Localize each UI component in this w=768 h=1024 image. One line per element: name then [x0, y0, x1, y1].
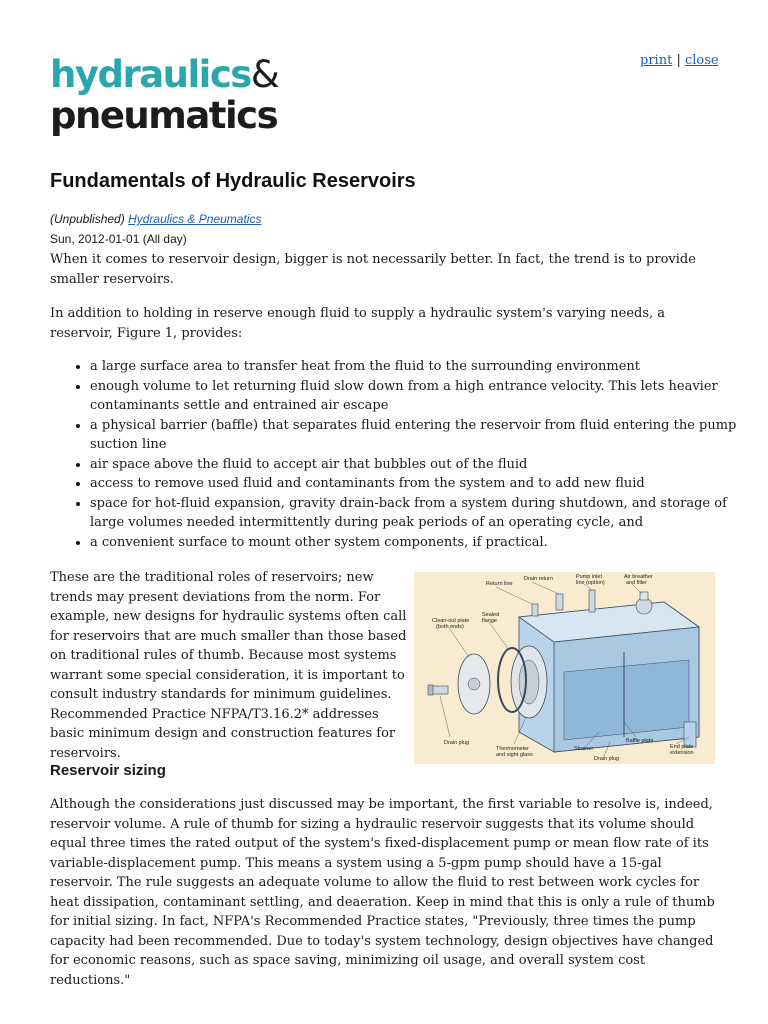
label-pump-inlet-2: line (option)	[576, 580, 605, 586]
label-thermometer-2: and sight glass	[496, 752, 533, 758]
article-meta	[50, 212, 261, 226]
label-air-breather: Air breather	[624, 574, 653, 580]
link-separator: |	[676, 53, 681, 68]
article-title: Fundamentals of Hydraulic Reservoirs	[50, 170, 416, 192]
label-air-breather-2: and filler	[626, 580, 647, 586]
label-drain-return: Drain return	[524, 576, 554, 582]
top-links	[640, 53, 719, 68]
label-end-plate: End plate	[670, 744, 694, 750]
reservoir-diagram	[414, 572, 715, 764]
paragraph-trends: These are the traditional roles of reservoirs; new trends may present deviations from the norm. For example, new designs for hydraulic systems often call for reservoirs that are much smaller than those based on traditional rules of thumb. Because most systems warrant some special consideration, it is important to consult industry standards for minimum guidelines. Recommended Practice NFPA/T3.16.2* addresses basic minimum design and construction features for reservoirs.	[50, 570, 407, 761]
label-drain-plug-left: Drain plug	[444, 740, 470, 746]
list-item: • space for hot-fluid expansion, gravity drain-back from a system during shutdown, and storage of large volumes needed intermittently during peak periods of an operating cycle, and	[90, 494, 740, 533]
label-drain-plug-bottom: Drain plug	[594, 756, 620, 762]
source-link[interactable]: Hydraulics & Pneumatics	[128, 212, 262, 226]
list-item: • a large surface area to transfer heat from the fluid to the surrounding environment	[90, 357, 740, 377]
label-strainer: Strainer	[574, 746, 594, 752]
roles-list	[50, 357, 740, 552]
label-pump-inlet: Pump inlet	[576, 574, 602, 580]
label-baffle: Baffle plate	[626, 738, 654, 744]
list-item: • access to remove used fluid and contaminants from the system and to add new fluid	[90, 474, 740, 494]
label-thermometer: Thermometer	[496, 746, 530, 752]
article-date: Sun, 2012-01-01 (All day)	[50, 232, 187, 246]
label-sealed: Sealed	[482, 612, 500, 618]
print-link[interactable]: print	[640, 53, 673, 68]
section-heading: Reservoir sizing	[50, 762, 166, 779]
logo-ampersand: &	[250, 53, 279, 96]
paragraph-sizing: Although the considerations just discussed may be important, the first variable to resolve is, indeed, reservoir volume. A rule of thumb for sizing a hydraulic reservoir suggests that its volume should equal three times the rated output of the system's fixed-displacement pump or mean flow rate of its variable-displacement pump. This means a system using a 5-gpm pump should have a 15-gal reservoir. The rule suggests an adequate volume to allow the fluid to rest between work cycles for heat dissipation, contaminant settling, and deaeration. Keep in mind that this is only a rule of thumb for initial sizing. In fact, NFPA's Recommended Practice states, "Previously, three times the pump capacity had been recommended. Due to today's system technology, design objectives have changed for economic reasons, such as space saving, minimizing oil usage, and overall system cost reductions."	[50, 797, 715, 988]
label-end-plate-2: extension	[670, 750, 694, 756]
list-item: • a physical barrier (baffle) that separates fluid entering the reservoir from fluid entering the pump suction line	[90, 416, 740, 455]
label-cleanout-2: (both ends)	[436, 624, 464, 630]
list-item: • enough volume to let returning fluid slow down from a high entrance velocity. This lets heavier contaminants settle and entrained air escape	[90, 377, 740, 416]
logo-line1: hydraulics	[50, 53, 251, 96]
paragraph-provides: In addition to holding in reserve enough fluid to supply a hydraulic system's varying needs, a reservoir, Figure 1, provides:	[50, 306, 666, 341]
close-link[interactable]: close	[684, 53, 719, 68]
reservoir-figure	[414, 572, 715, 764]
logo-line2: pneumatics	[50, 94, 278, 137]
list-item: • air space above the fluid to accept air that bubbles out of the fluid	[90, 455, 740, 475]
site-logo	[50, 55, 300, 145]
label-cleanout: Clean-out plate	[432, 618, 470, 624]
publish-status: (Unpublished)	[50, 212, 125, 226]
label-sealed-2: flange	[482, 618, 497, 624]
label-return-line: Return line	[486, 581, 513, 587]
paragraph-intro: When it comes to reservoir design, bigger is not necessarily better. In fact, the trend is to provide smaller reservoirs.	[50, 252, 696, 287]
list-item: • a convenient surface to mount other system components, if practical.	[90, 533, 740, 553]
